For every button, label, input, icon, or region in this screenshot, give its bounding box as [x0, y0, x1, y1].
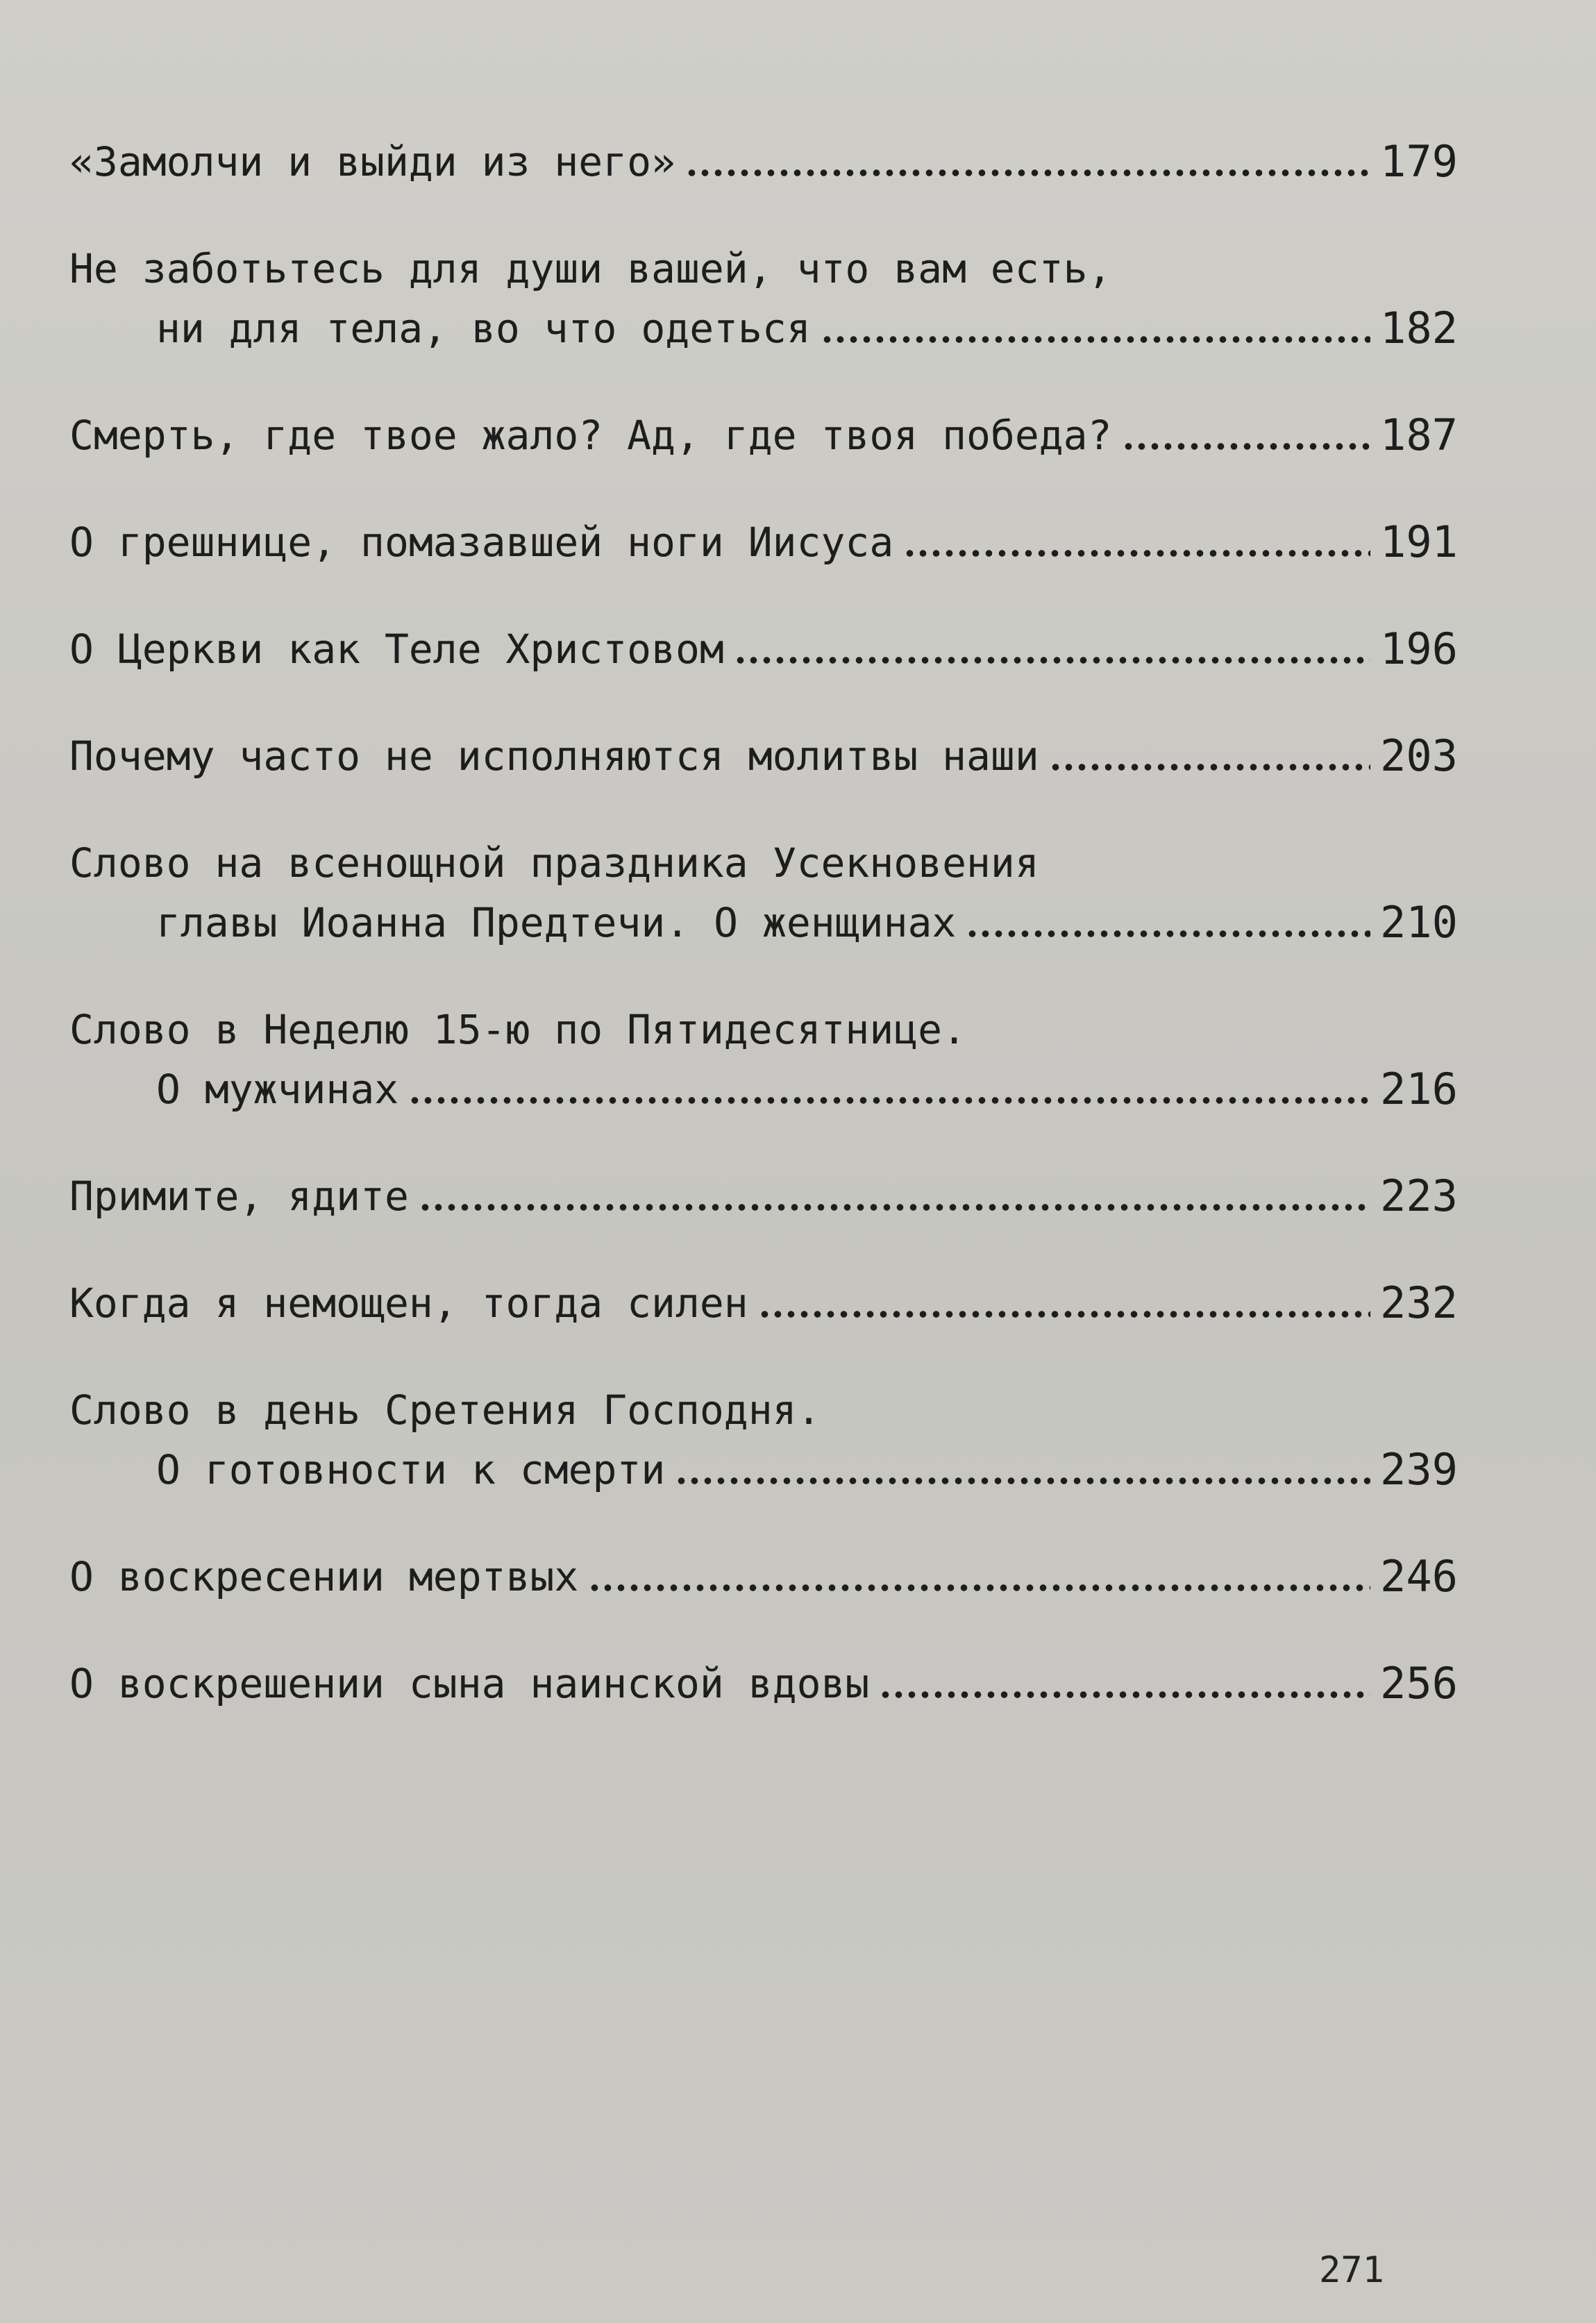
entry-page-number: 256: [1380, 1658, 1458, 1709]
toc-entry: [69, 1273, 1458, 1333]
entry-page-number: 239: [1380, 1444, 1458, 1495]
entry-page-number: 246: [1380, 1551, 1458, 1602]
entry-page-number: 223: [1380, 1171, 1458, 1221]
entry-page-number: 179: [1380, 136, 1458, 187]
dot-leader: [734, 657, 1370, 664]
entry-title: Не заботьтесь для души вашей, что вам есть,: [69, 245, 1112, 292]
entry-title-continuation: главы Иоанна Предтечи. О женщинах: [156, 899, 957, 946]
entry-title: О Церкви как Теле Христовом: [69, 626, 724, 673]
entry-title: О грешнице, помазавшей ноги Иисуса: [69, 519, 894, 566]
toc-entry: [69, 833, 1458, 953]
toc-entry: [69, 1380, 1458, 1500]
toc-entry: [69, 132, 1458, 192]
dot-leader: [758, 1311, 1370, 1318]
dot-leader: [1049, 764, 1370, 771]
dot-leader: [685, 169, 1370, 176]
entry-title: О воскрешении сына наинской вдовы: [69, 1660, 870, 1707]
entry-title: Слово на всенощной праздника Усекновения: [69, 839, 1039, 887]
dot-leader: [903, 550, 1370, 557]
entry-title-continuation: О мужчинах: [156, 1066, 399, 1113]
entry-page-number: 232: [1380, 1277, 1458, 1328]
dot-leader: [419, 1204, 1370, 1211]
entry-page-number: 210: [1380, 897, 1458, 948]
toc-entry: [69, 405, 1458, 465]
dot-leader: [588, 1584, 1370, 1591]
toc-entry: [69, 1654, 1458, 1713]
entry-title: «Замолчи и выйди из него»: [69, 138, 675, 185]
page-number: 271: [1319, 2249, 1384, 2291]
toc-entry: [69, 1000, 1458, 1119]
dot-leader: [821, 336, 1370, 343]
entry-title: Когда я немощен, тогда силен: [69, 1280, 748, 1327]
entry-title: Слово в день Сретения Господня.: [69, 1386, 821, 1434]
entry-title: О воскресении мертвых: [69, 1553, 579, 1600]
entry-title: Почему часто не исполняются молитвы наши: [69, 732, 1039, 780]
toc-entry: [69, 1166, 1458, 1226]
toc-entry: [69, 1547, 1458, 1607]
entry-page-number: 191: [1380, 517, 1458, 567]
entry-title: Смерть, где твое жало? Ад, где твоя победа?: [69, 412, 1112, 459]
dot-leader: [879, 1691, 1370, 1698]
dot-leader: [966, 930, 1370, 937]
dot-leader: [675, 1477, 1370, 1484]
entry-title: Примите, ядите: [69, 1173, 409, 1220]
table-of-contents: [69, 132, 1458, 1761]
entry-title-continuation: ни для тела, во что одеться: [156, 305, 811, 352]
dot-leader: [1122, 443, 1371, 450]
dot-leader: [408, 1097, 1370, 1104]
toc-entry: [69, 239, 1458, 358]
entry-page-number: 216: [1380, 1064, 1458, 1114]
entry-page-number: 182: [1380, 303, 1458, 353]
entry-page-number: 196: [1380, 623, 1458, 674]
toc-entry: [69, 619, 1458, 679]
entry-page-number: 203: [1380, 730, 1458, 781]
entry-title: Слово в Неделю 15-ю по Пятидесятнице.: [69, 1006, 967, 1053]
toc-entry: [69, 726, 1458, 786]
toc-entry: [69, 512, 1458, 572]
entry-title-continuation: О готовности к смерти: [156, 1446, 666, 1493]
entry-page-number: 187: [1380, 410, 1458, 460]
